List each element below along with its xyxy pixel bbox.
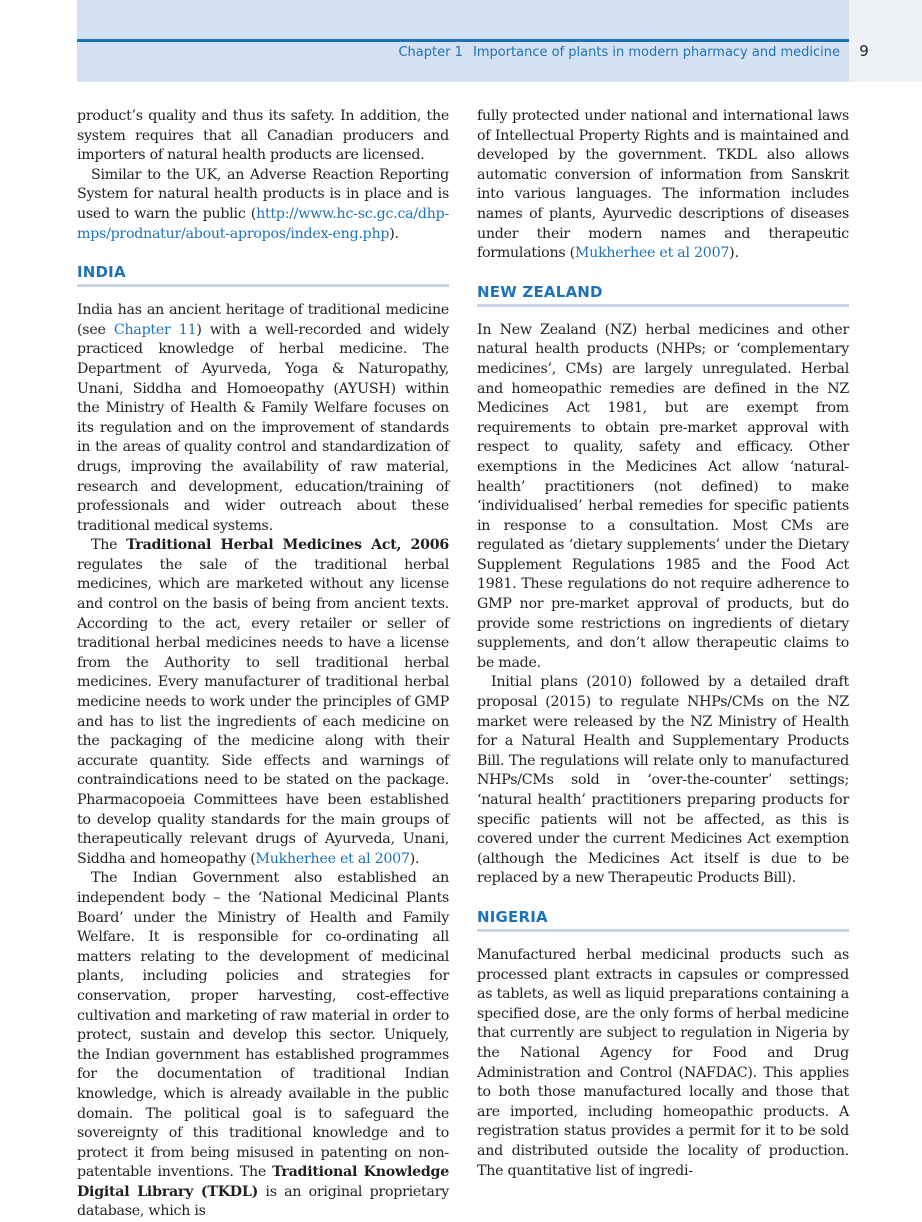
citation-link[interactable]: Mukherhee et al 2007 — [574, 245, 730, 262]
paragraph: The Indian Government also established an independent body – the ‘National Medicinal Plants Board’ under the Ministry of Health and Family Welfare. It is responsible for co-ordinating all matters relating to the development of medicinal plants, including policies and strategies for conservation, proper harvesting, cost-effective cultivation and marketing of raw material in order to protect, sustain and develop this sector. Uniquely, the Indian government has established programmes for the documentation of traditional Indian knowledge, which is already available in the public domain. The political goal is to safeguard the sovereignty of this traditional knowledge and to protect it from being misused in patenting on non-patentable inventions. The Traditional Knowledge Digital Library (TKDL) is an original proprietary database, which is — [77, 870, 449, 1220]
chapter-title: Importance of plants in modern pharmacy and medicine — [473, 45, 840, 60]
paragraph: fully protected under national and international laws of Intellectual Property Rights and is maintained and developed by the government. TKDL also allows automatic conversion of information from Sanskrit into various languages. The information includes names of plants, Ayurvedic descriptions of diseases under their modern names and therapeutic formulations (Mukherhee et al 2007). — [477, 108, 849, 262]
left-column — [77, 107, 449, 1222]
section-heading-india: INDIA — [77, 263, 449, 287]
citation-link[interactable]: Mukherhee et al 2007 — [255, 850, 410, 867]
running-head — [398, 45, 840, 60]
page-number-box — [849, 0, 922, 82]
paragraph: Initial plans (2010) followed by a detailed draft proposal (2015) to regulate NHPs/CMs on the NZ market were released by the NZ Ministry of Health for a Natural Health and Supplementary Products Bill. The regulations will relate only to manufactured NHPs/CMs sold in ‘over-the-counter’ settings; ‘natural health’ practitioners preparing products for specific patients will not be affected, as this is covered under the current Medicines Act exemption (although the Medicines Act itself is due to be replaced by a new Therapeutic Products Bill). — [477, 674, 849, 887]
paragraph: product’s quality and thus its safety. In addition, the system requires that all Canadian producers and importers of natural health products are licensed. — [77, 108, 449, 164]
section-heading-new-zealand: NEW ZEALAND — [477, 283, 849, 307]
page-number: 9 — [859, 42, 869, 60]
paragraph: The Traditional Herbal Medicines Act, 2006 regulates the sale of the traditional herbal medicines, which are marketed without any license and control on the basis of being from ancient texts. According to the act, every retailer or seller of traditional herbal medicines needs to have a license from the Authority to sell traditional herbal medicines. Every manufacturer of traditional herbal medicine needs to work under the principles of GMP and has to list the ingredients of each medicine on the packaging of the medicine along with their accurate quantity. Side effects and warnings of contraindications need to be stated on the package. Pharmacopoeia Committees have been established to develop quality standards for the main groups of therapeutically relevant drugs of Ayurveda, Unani, Siddha and homeopathy (Mukherhee et al 2007). — [77, 537, 449, 867]
url-link[interactable]: http://www.hc-sc.gc.ca/dhp-mps/prodnatur/about-apropos/index-eng.php — [77, 205, 449, 242]
section-heading-nigeria: NIGERIA — [477, 908, 849, 932]
paragraph: In New Zealand (NZ) herbal medicines and other natural health products (NHPs; or ‘complementary medicines’, CMs) are largely unregulated. Herbal and homeopathic remedies are defined in the NZ Medicines Act 1981, but are exempt from requirements to obtain pre-market approval with respect to quality, safety and efficacy. Other exemptions in the Medicines Act allow ‘natural-health’ practitioners (not defined) to make ‘individualised’ herbal remedies for specific patients in response to a consultation. Most CMs are regulated as ‘dietary supplements’ under the Dietary Supplement Regulations 1985 and the Food Act 1981. These regulations do not require adherence to GMP nor pre-market approval of products, but do provide some restrictions on ingredients of dietary supplements, and don’t allow therapeutic claims to be made. — [477, 321, 849, 671]
tkdl-title: Traditional Knowledge Digital Library (TKDL) — [77, 1164, 449, 1200]
chapter-link[interactable]: Chapter 11 — [113, 321, 197, 338]
header-rule — [77, 39, 849, 42]
paragraph: Manufactured herbal medicinal products such as processed plant extracts in capsules or compressed as tablets, as well as liquid preparations containing a specified dose, are the only forms of herbal medicine that currently are subject to regulation in Nigeria by the National Agency for Food and Drug Administration and Control (NAFDAC). This applies to both those manufactured locally and those that are imported, including homeopathic products. A registration status provides a permit for it to be sold and distributed outside the locality of production. The quantitative list of ingredi- — [477, 946, 849, 1179]
chapter-label: Chapter 1 — [398, 45, 463, 60]
paragraph: India has an ancient heritage of traditional medicine (see Chapter 11) with a well-recorded and widely practiced knowledge of herbal medicine. The Department of Ayurveda, Yoga & Naturopathy, Unani, Siddha and Homoeopathy (AYUSH) within the Ministry of Health & Family Welfare focuses on its regulation and on the improvement of standards in the areas of quality control and standardization of drugs, improving the availability of raw material, research and development, education/training of professionals and wider outreach about these traditional medical systems. — [77, 302, 449, 534]
right-column — [477, 107, 849, 1181]
paragraph: Similar to the UK, an Adverse Reaction Reporting System for natural health products is in place and is used to warn the public (http://www.hc-sc.gc.ca/dhp-mps/prodnatur/about-apropos/index-eng.php). — [77, 166, 449, 242]
act-title: Traditional Herbal Medicines Act, 2006 — [126, 537, 449, 554]
